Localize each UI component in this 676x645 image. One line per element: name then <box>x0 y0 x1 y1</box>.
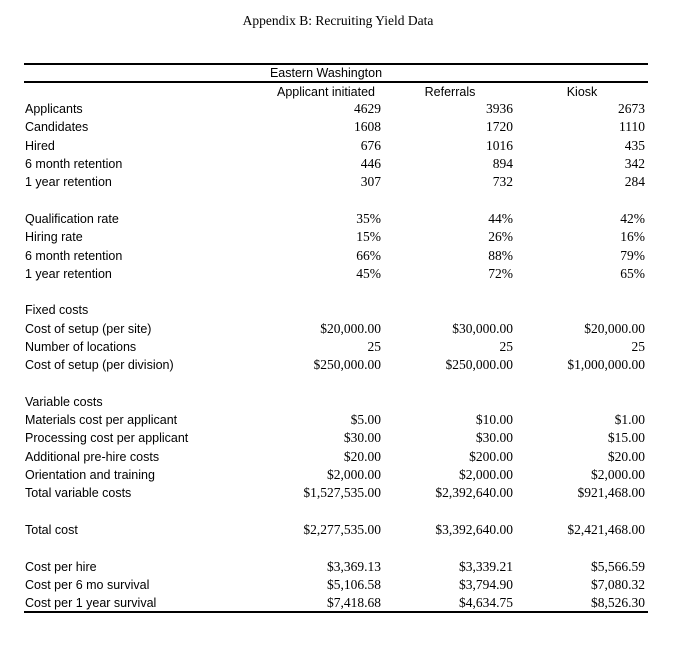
table-row <box>24 466 648 484</box>
cell-value <box>384 503 516 521</box>
cell-value: $20,000.00 <box>584 320 645 336</box>
cell-value: $20.00 <box>607 448 645 464</box>
cell-value: 15% <box>356 229 381 245</box>
row-label: Additional pre-hire costs <box>25 449 160 464</box>
cell-value: $2,392,640.00 <box>435 485 513 501</box>
table-row <box>24 356 648 374</box>
row-label: Cost of setup (per site) <box>25 321 152 336</box>
cell-value: $3,794.90 <box>459 576 513 592</box>
cell-value: $2,000.00 <box>459 467 513 483</box>
cell-value: 1720 <box>486 119 513 135</box>
table-row <box>24 320 648 338</box>
cell-value <box>268 539 384 557</box>
cell-value: 45% <box>356 265 381 281</box>
table-row <box>24 338 648 356</box>
cell-value: 25 <box>499 339 513 354</box>
empty-cell <box>24 82 268 100</box>
cell-value <box>516 393 648 411</box>
cell-value: $3,392,640.00 <box>435 521 513 537</box>
row-label: Fixed costs <box>25 303 89 318</box>
spacer-row <box>24 191 648 209</box>
cell-value: 3936 <box>486 101 513 117</box>
row-label: Cost per 1 year survival <box>24 594 268 612</box>
table-body <box>24 100 648 612</box>
cell-value <box>268 301 384 319</box>
table-row <box>24 246 648 264</box>
region-header-row <box>24 64 648 82</box>
cell-value: $2,000.00 <box>327 467 381 483</box>
cell-value: $3,339.21 <box>459 558 513 574</box>
cell-value: 79% <box>620 247 645 263</box>
table-row <box>24 118 648 136</box>
cell-value: 26% <box>488 229 513 245</box>
cell-value: $1,527,535.00 <box>303 485 381 501</box>
row-label: Processing cost per applicant <box>25 431 189 446</box>
cell-value: 732 <box>492 174 513 190</box>
recruiting-yield-table <box>24 63 648 613</box>
table-row <box>24 210 648 228</box>
row-label: Number of locations <box>25 340 137 354</box>
table-row <box>24 484 648 502</box>
cell-value <box>516 283 648 301</box>
row-label: Hiring rate <box>25 230 83 245</box>
cell-value: $2,277,535.00 <box>303 521 381 537</box>
row-label: 6 month retention <box>25 248 123 263</box>
cell-value: $200.00 <box>469 448 513 464</box>
row-label: Total cost <box>25 522 78 537</box>
region-header: Eastern Washington <box>269 66 383 80</box>
row-label: Orientation and training <box>25 468 155 483</box>
cell-value: $921,468.00 <box>577 485 645 501</box>
cell-value: 66% <box>356 247 381 263</box>
table-row <box>24 137 648 155</box>
cell-value: 676 <box>360 137 381 153</box>
cell-value: $250,000.00 <box>313 357 381 373</box>
cell-value: $7,080.32 <box>591 576 645 592</box>
table-row <box>24 393 648 411</box>
cell-value: $20.00 <box>343 448 381 464</box>
cell-value: $20,000.00 <box>320 320 381 336</box>
cell-value: 342 <box>624 156 645 172</box>
cell-value: $7,418.68 <box>268 594 384 612</box>
cell-value: $30.00 <box>475 430 513 446</box>
row-label: Variable costs <box>25 394 103 409</box>
cell-value: 16% <box>620 229 645 245</box>
table-row <box>24 265 648 283</box>
table-row <box>24 557 648 575</box>
row-label: Cost per 6 mo survival <box>25 577 150 592</box>
cell-value <box>516 503 648 521</box>
row-label <box>24 191 268 209</box>
cell-value: $1,000,000.00 <box>567 357 645 373</box>
table-row <box>24 594 648 612</box>
cell-value: $4,634.75 <box>384 594 516 612</box>
cell-value: $5,566.59 <box>591 558 645 574</box>
cell-value <box>384 191 516 209</box>
row-label <box>24 283 268 301</box>
cell-value <box>268 393 384 411</box>
table-row <box>24 429 648 447</box>
cell-value: $2,421,468.00 <box>567 521 645 537</box>
cell-value <box>516 539 648 557</box>
row-label: Materials cost per applicant <box>25 413 178 428</box>
cell-value: 307 <box>360 174 381 190</box>
column-header-kiosk: Kiosk <box>566 84 598 99</box>
cell-value <box>268 374 384 392</box>
cell-value <box>516 191 648 209</box>
cell-value: 446 <box>360 156 381 172</box>
row-label: Cost per hire <box>25 559 97 574</box>
cell-value: $1.00 <box>614 412 645 428</box>
cell-value: 284 <box>624 174 645 190</box>
cell-value: 72% <box>488 265 513 281</box>
cell-value <box>384 283 516 301</box>
row-label: Total variable costs <box>25 486 132 501</box>
table-row <box>24 228 648 246</box>
row-label: 1 year retention <box>25 266 112 281</box>
spacer-row <box>24 503 648 521</box>
row-label: Qualification rate <box>25 211 119 226</box>
table-row <box>24 576 648 594</box>
row-label: Cost of setup (per division) <box>25 358 174 373</box>
cell-value: 42% <box>620 210 645 226</box>
page-title: Appendix B: Recruiting Yield Data <box>242 13 434 28</box>
cell-value: 35% <box>356 210 381 226</box>
table-row <box>24 100 648 118</box>
cell-value: $2,000.00 <box>591 467 645 483</box>
spacer-row <box>24 374 648 392</box>
row-label <box>24 539 268 557</box>
cell-value: 2673 <box>618 101 645 117</box>
cell-value: 4629 <box>354 101 381 117</box>
empty-cell <box>384 64 516 82</box>
cell-value: $15.00 <box>607 430 645 446</box>
row-label: Candidates <box>25 120 89 135</box>
cell-value: 88% <box>488 247 513 263</box>
cell-value: 894 <box>492 156 513 172</box>
row-label <box>24 503 268 521</box>
column-header-applicant-initiated: Applicant initiated <box>277 84 375 99</box>
table-row <box>24 448 648 466</box>
table-row <box>24 521 648 539</box>
row-label <box>24 374 268 392</box>
cell-value: 65% <box>620 265 645 281</box>
cell-value <box>384 301 516 319</box>
row-label: Hired <box>25 138 55 153</box>
cell-value: $250,000.00 <box>445 357 513 373</box>
table-row <box>24 173 648 191</box>
cell-value <box>384 374 516 392</box>
spacer-row <box>24 539 648 557</box>
cell-value: 1110 <box>619 119 645 135</box>
cell-value <box>516 374 648 392</box>
row-label: Applicants <box>25 102 83 117</box>
cell-value: 435 <box>624 137 645 153</box>
cell-value: 25 <box>631 339 645 354</box>
row-label: 1 year retention <box>25 175 112 190</box>
cell-value <box>516 301 648 319</box>
empty-cell <box>516 64 648 82</box>
cell-value: 44% <box>488 210 513 226</box>
cell-value: $10.00 <box>475 412 513 428</box>
empty-cell <box>24 64 268 82</box>
cell-value <box>268 503 384 521</box>
cell-value: 1016 <box>486 137 513 153</box>
cell-value: $3,369.13 <box>327 558 381 574</box>
row-label: 6 month retention <box>25 157 123 172</box>
cell-value: $5,106.58 <box>327 576 381 592</box>
cell-value: $5.00 <box>350 412 381 428</box>
column-header-row <box>24 82 648 100</box>
cell-value <box>268 191 384 209</box>
cell-value <box>268 283 384 301</box>
cell-value <box>384 539 516 557</box>
spacer-row <box>24 283 648 301</box>
cell-value: 1608 <box>354 119 381 135</box>
table-row <box>24 155 648 173</box>
column-header-referrals: Referrals <box>424 84 476 99</box>
table-row <box>24 411 648 429</box>
cell-value: $30.00 <box>343 430 381 446</box>
cell-value: $30,000.00 <box>452 320 513 336</box>
cell-value: 25 <box>367 339 381 354</box>
cell-value <box>384 393 516 411</box>
table-row <box>24 301 648 319</box>
cell-value: $8,526.30 <box>516 594 648 612</box>
